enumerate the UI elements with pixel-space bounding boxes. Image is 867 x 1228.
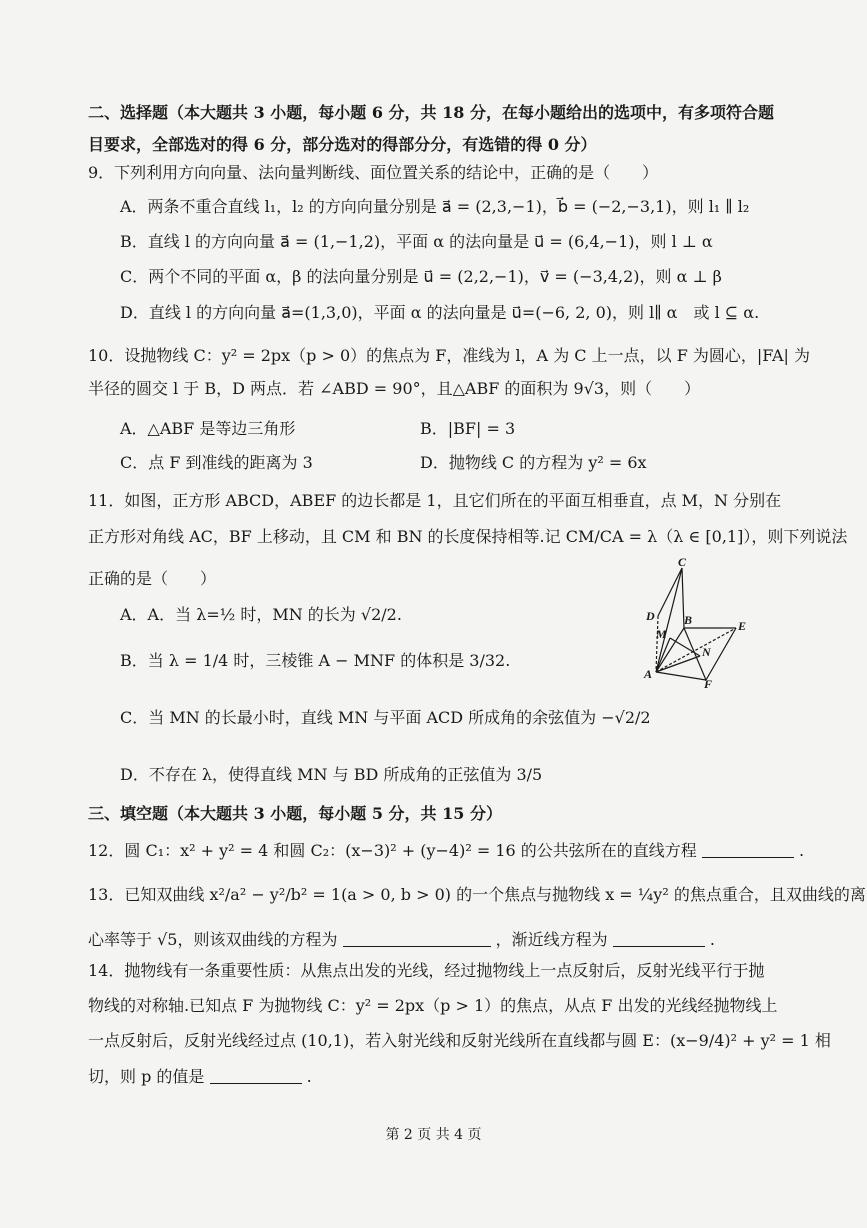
edge-af bbox=[656, 672, 706, 680]
q12-text: 12．圆 C₁：x² + y² = 4 和圆 C₂：(x−3)² + (y−4)² = 16 的公共弦所在的直线方程 bbox=[88, 841, 697, 860]
q13-text-b: ，渐近线方程为 bbox=[495, 930, 608, 949]
q12-line bbox=[88, 840, 804, 862]
q9-option-c: C．两个不同的平面 α，β 的法向量分别是 u⃗ = (2,2,−1)，v⃗ = (−3,4,2)，则 α ⊥ β bbox=[120, 267, 722, 286]
q9-option-a: A．两条不重合直线 l₁，l₂ 的方向向量分别是 a⃗ = (2,3,−1)，b⃗ = (−2,−3,1)，则 l₁ ∥ l₂ bbox=[120, 197, 750, 216]
q12-answer-blank[interactable] bbox=[702, 841, 794, 858]
q11-option-b: B．当 λ = 1/4 时，三棱锥 A − MNF 的体积是 3/32. bbox=[120, 651, 511, 670]
label-e: E bbox=[738, 619, 747, 633]
q14-text: 切，则 p 的值是 bbox=[88, 1067, 205, 1086]
label-a: A bbox=[644, 667, 653, 681]
label-c: C bbox=[678, 556, 687, 569]
q14-end: . bbox=[306, 1067, 312, 1086]
q14-line2: 物线的对称轴.已知点 F 为抛物线 C：y² = 2px（p > 1）的焦点，从点 F 出发的光线经抛物线上 bbox=[88, 996, 778, 1015]
q13-answer-blank-1[interactable] bbox=[343, 930, 491, 947]
label-f: F bbox=[704, 677, 713, 688]
label-n: N bbox=[702, 645, 711, 659]
q10-option-c: C．点 F 到准线的距离为 3 bbox=[120, 453, 313, 472]
q13-end: . bbox=[709, 930, 715, 949]
q11-stem-line1: 11．如图，正方形 ABCD，ABEF 的边长都是 1，且它们所在的平面互相垂直，点 M，N 分别在 bbox=[88, 491, 782, 510]
q11-option-d: D．不存在 λ，使得直线 MN 与 BD 所成角的正弦值为 3/5 bbox=[120, 765, 543, 784]
label-d: D bbox=[646, 609, 655, 623]
edge-ca bbox=[656, 568, 682, 672]
q14-line1: 14．抛物线有一条重要性质：从焦点出发的光线，经过抛物线上一点反射后，反射光线平行于抛 bbox=[88, 961, 765, 980]
section3-heading: 三、填空题（本大题共 3 小题，每小题 5 分，共 15 分） bbox=[88, 804, 502, 823]
section2-heading-line1: 二、选择题（本大题共 3 小题，每小题 6 分，共 18 分，在每小题给出的选项中，有多项符合题 bbox=[88, 103, 774, 122]
q14-line3: 一点反射后，反射光线经过点 (10,1)，若入射光线和反射光线所在直线都与圆 E：(x−9/4)² + y² = 1 相 bbox=[88, 1031, 831, 1050]
label-b: B bbox=[684, 613, 693, 627]
segment-an bbox=[656, 656, 700, 672]
q9-option-d: D．直线 l 的方向向量 a⃗=(1,3,0)，平面 α 的法向量是 u⃗=(−6, 2, 0)，则 l∥ α 或 l ⊆ α. bbox=[120, 303, 760, 322]
q11-stem-line3: 正确的是（ ） bbox=[88, 569, 217, 588]
q11-stem-line2: 正方形对角线 AC，BF 上移动，且 CM 和 BN 的长度保持相等.记 CM/CA = λ（λ ∈ [0,1]），则下列说法 bbox=[88, 527, 848, 546]
section2-heading-line2: 目要求，全部选对的得 6 分，部分选对的得部分分，有选错的得 0 分） bbox=[88, 135, 597, 154]
q9-option-b: B．直线 l 的方向向量 a⃗ = (1,−1,2)，平面 α 的法向量是 u⃗ = (6,4,−1)，则 l ⊥ α bbox=[120, 232, 713, 251]
q13-answer-blank-2[interactable] bbox=[613, 930, 705, 947]
q14-answer-blank[interactable] bbox=[210, 1067, 302, 1084]
q11-option-c: C．当 MN 的长最小时，直线 MN 与平面 ACD 所成角的余弦值为 −√2/2 bbox=[120, 708, 651, 727]
q10-option-b: B．|BF| = 3 bbox=[420, 419, 516, 438]
q10-option-d: D．抛物线 C 的方程为 y² = 6x bbox=[420, 453, 647, 472]
label-m: M bbox=[656, 627, 667, 641]
q10-stem-line2: 半径的圆交 l 于 B，D 两点．若 ∠ABD = 90°，且△ABF 的面积为 9√3，则（ ） bbox=[88, 379, 701, 398]
q11-cube-figure bbox=[638, 556, 758, 688]
q12-end: . bbox=[798, 841, 805, 860]
q14-line4 bbox=[88, 1066, 312, 1088]
page-footer: 第 2 页 共 4 页 bbox=[385, 1127, 482, 1143]
q13-text-a: 心率等于 √5，则该双曲线的方程为 bbox=[88, 930, 338, 949]
q9-stem: 9．下列利用方向向量、法向量判断线、面位置关系的结论中，正确的是（ ） bbox=[88, 163, 659, 182]
q11-option-a: A．A．当 λ=½ 时，MN 的长为 √2/2. bbox=[120, 605, 402, 624]
segment-mn bbox=[670, 638, 700, 656]
q13-line1: 13．已知双曲线 x²/a² − y²/b² = 1(a > 0, b > 0) 的一个焦点与抛物线 x = ¼y² 的焦点重合，且双曲线的离 bbox=[88, 885, 866, 904]
q13-line2 bbox=[88, 929, 715, 951]
q10-option-a: A．△ABF 是等边三角形 bbox=[120, 419, 296, 438]
edge-cd bbox=[658, 568, 682, 616]
q10-stem-line1: 10．设抛物线 C：y² = 2px（p > 0）的焦点为 F，准线为 l，A 为 C 上一点，以 F 为圆心，|FA| 为 bbox=[88, 346, 811, 365]
